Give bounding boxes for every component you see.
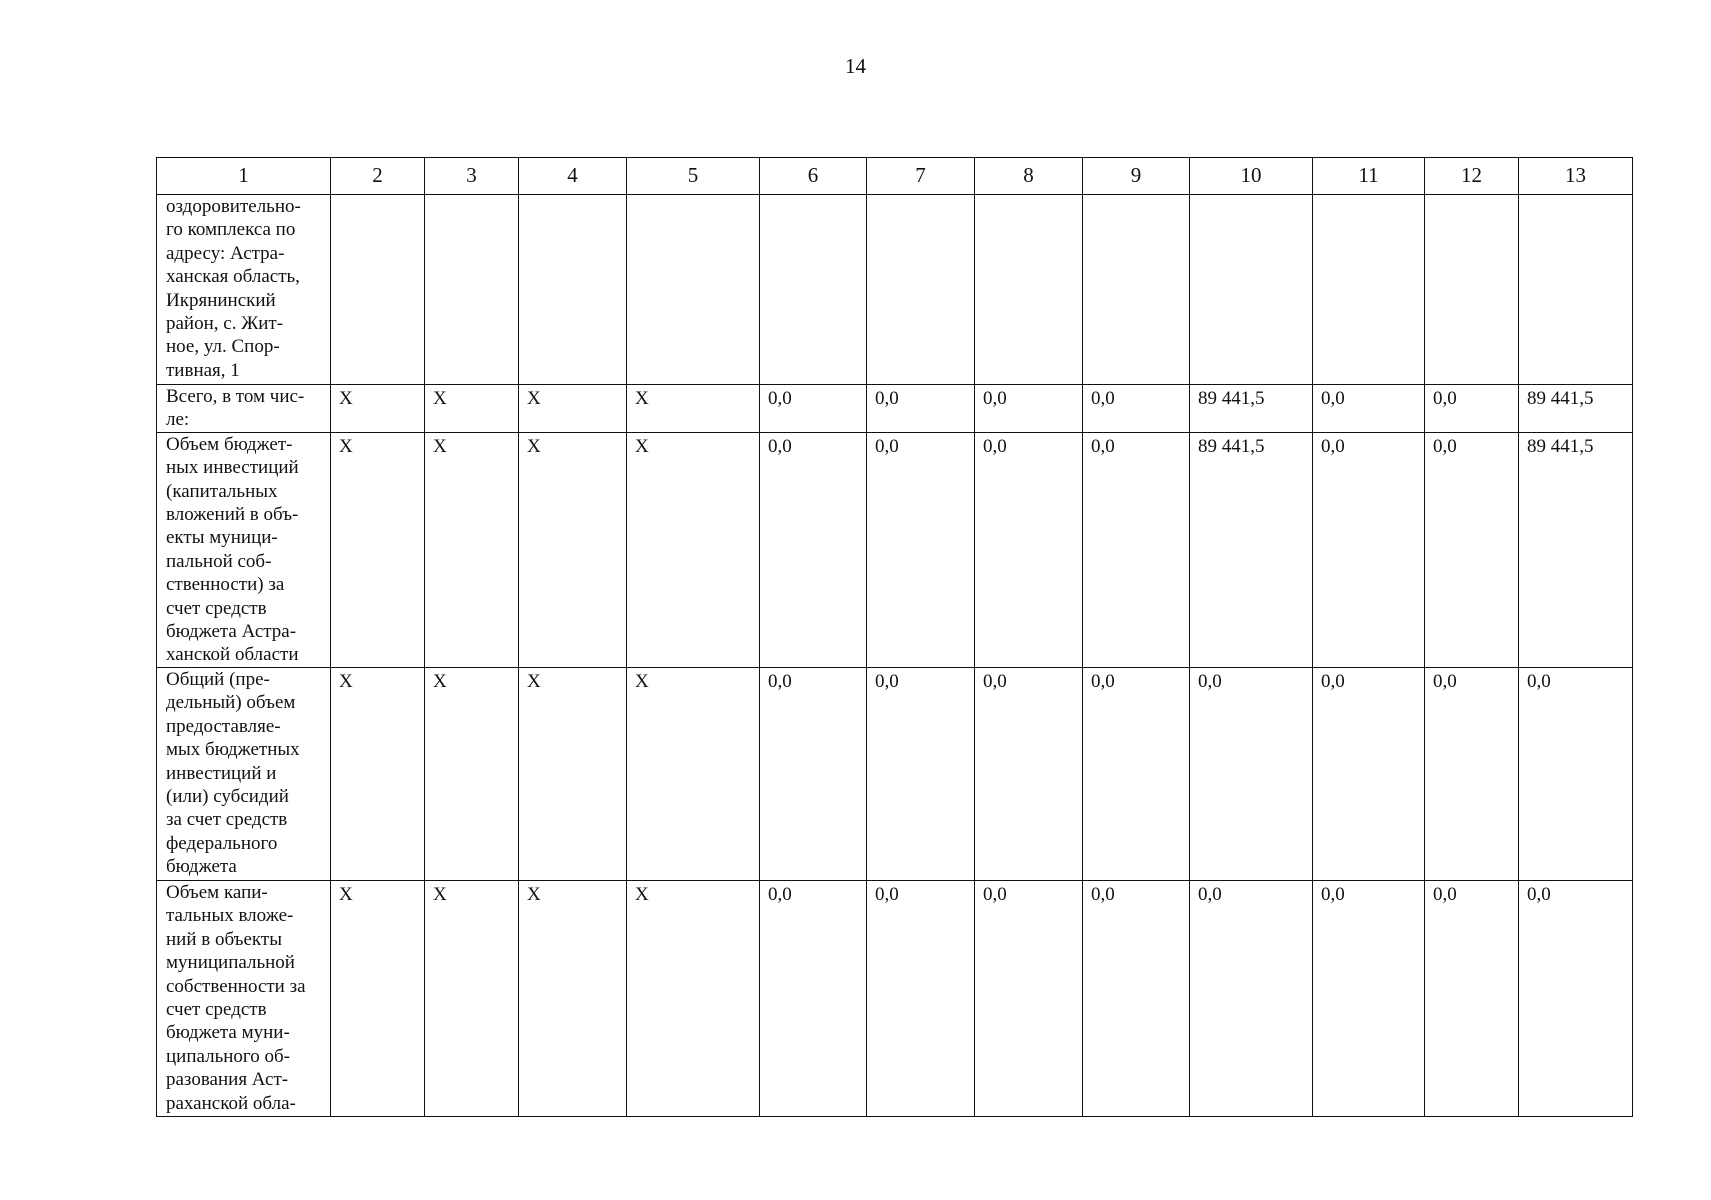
table-cell: 0,0 — [867, 880, 975, 1116]
label-line: тивная, 1 — [166, 359, 240, 381]
table-cell: 0,0 — [1083, 432, 1190, 667]
column-header-6: 6 — [760, 158, 867, 195]
table-row — [157, 385, 1633, 433]
label-line: оздоровительно- — [166, 196, 301, 217]
label-line: ле: — [166, 409, 190, 431]
label-line: ципального об- — [166, 1045, 290, 1067]
table-cell: X — [331, 880, 425, 1116]
table-cell: 0,0 — [1425, 385, 1519, 433]
table-cell: X — [425, 432, 519, 667]
column-header-5: 5 — [627, 158, 760, 195]
label-line: счет средств — [166, 998, 267, 1020]
table-row — [157, 432, 1633, 667]
label-line: бюджета Астра- — [166, 621, 297, 643]
table-cell: 0,0 — [1313, 385, 1425, 433]
label-line: Объем бюджет- — [166, 433, 293, 455]
table-cell: 0,0 — [975, 667, 1083, 880]
table-cell: 0,0 — [975, 880, 1083, 1116]
table-row — [157, 195, 1633, 385]
table-cell — [867, 195, 975, 385]
row-label — [157, 880, 331, 1116]
label-line: за счет средств — [166, 809, 288, 831]
label-line: федерального — [166, 832, 278, 854]
table-cell: X — [425, 880, 519, 1116]
row-label — [157, 432, 331, 667]
column-header-2: 2 — [331, 158, 425, 195]
label-line: счет средств — [166, 597, 267, 619]
table-cell: 0,0 — [1519, 667, 1633, 880]
table-cell — [975, 195, 1083, 385]
table-cell: X — [627, 432, 760, 667]
column-header-7: 7 — [867, 158, 975, 195]
table-cell: 0,0 — [1083, 880, 1190, 1116]
table-cell: X — [425, 667, 519, 880]
label-line: бюджета муни- — [166, 1022, 290, 1044]
table-cell — [627, 195, 760, 385]
table-cell: X — [331, 385, 425, 433]
table-cell: 0,0 — [867, 667, 975, 880]
table-cell: 0,0 — [1313, 667, 1425, 880]
table-cell: 0,0 — [760, 385, 867, 433]
table-cell: 0,0 — [867, 432, 975, 667]
label-line: дельный) объем — [166, 692, 296, 714]
table-cell: 89 441,5 — [1519, 385, 1633, 433]
table-cell: 0,0 — [1083, 385, 1190, 433]
table-cell: X — [627, 880, 760, 1116]
label-line: Всего, в том чис- — [166, 386, 305, 407]
table-cell — [1083, 195, 1190, 385]
label-line: ний в объекты — [166, 928, 282, 950]
table-cell: 0,0 — [1425, 667, 1519, 880]
label-line: Общий (пре- — [166, 668, 270, 690]
label-line: ное, ул. Спор- — [166, 336, 280, 358]
table-cell — [519, 195, 627, 385]
table-cell: 0,0 — [1083, 667, 1190, 880]
page-number: 14 — [845, 54, 866, 78]
label-line: раханской обла- — [166, 1092, 296, 1114]
table-cell — [760, 195, 867, 385]
table-cell: X — [331, 667, 425, 880]
column-header-12: 12 — [1425, 158, 1519, 195]
label-line: го комплекса по — [166, 219, 296, 241]
table-row — [157, 880, 1633, 1116]
column-header-10: 10 — [1190, 158, 1313, 195]
table-cell: 0,0 — [1519, 880, 1633, 1116]
table-cell — [1313, 195, 1425, 385]
table-cell: X — [519, 385, 627, 433]
table-row — [157, 667, 1633, 880]
table-cell: X — [425, 385, 519, 433]
table-cell: 0,0 — [1313, 432, 1425, 667]
label-line: вложений в объ- — [166, 504, 299, 526]
label-line: тальных вложе- — [166, 905, 294, 927]
table-cell: X — [519, 880, 627, 1116]
label-line: Икрянинский — [166, 289, 276, 311]
label-line: мых бюджетных — [166, 739, 300, 761]
column-header-1: 1 — [157, 158, 331, 195]
table-cell: 0,0 — [975, 385, 1083, 433]
label-line: ханская область, — [166, 266, 300, 288]
budget-table — [156, 157, 1633, 1117]
column-header-4: 4 — [519, 158, 627, 195]
label-line: инвестиций и — [166, 762, 277, 784]
row-label — [157, 385, 331, 433]
label-line: пальной соб- — [166, 550, 272, 572]
column-header-13: 13 — [1519, 158, 1633, 195]
table-cell: X — [627, 667, 760, 880]
label-line: екты муници- — [166, 527, 278, 549]
table-cell: X — [331, 432, 425, 667]
header-row — [157, 158, 1633, 195]
table-cell: 0,0 — [1425, 432, 1519, 667]
label-line: бюджета — [166, 856, 237, 878]
label-line: разования Аст- — [166, 1069, 289, 1091]
row-label — [157, 667, 331, 880]
table-cell — [425, 195, 519, 385]
table-cell: 0,0 — [867, 385, 975, 433]
column-header-11: 11 — [1313, 158, 1425, 195]
table-cell: X — [519, 432, 627, 667]
table-cell — [1190, 195, 1313, 385]
label-line: ханской области — [166, 644, 299, 666]
label-line: ственности) за — [166, 574, 285, 596]
table-cell: 0,0 — [1425, 880, 1519, 1116]
label-line: предоставляе- — [166, 715, 281, 737]
table-cell: X — [627, 385, 760, 433]
table-cell: X — [519, 667, 627, 880]
table-cell: 89 441,5 — [1190, 385, 1313, 433]
table-cell: 0,0 — [1190, 880, 1313, 1116]
label-line: собственности за — [166, 975, 306, 997]
column-header-8: 8 — [975, 158, 1083, 195]
table-cell: 0,0 — [760, 667, 867, 880]
table-cell — [1425, 195, 1519, 385]
table-cell — [1519, 195, 1633, 385]
label-line: Объем капи- — [166, 881, 268, 903]
table-cell: 0,0 — [760, 880, 867, 1116]
table-cell: 0,0 — [1190, 667, 1313, 880]
label-line: район, с. Жит- — [166, 313, 284, 335]
label-line: адресу: Астра- — [166, 242, 285, 264]
table-cell — [331, 195, 425, 385]
label-line: ных инвестиций — [166, 457, 299, 479]
column-header-9: 9 — [1083, 158, 1190, 195]
label-line: муниципальной — [166, 952, 295, 974]
table-cell: 89 441,5 — [1190, 432, 1313, 667]
table-cell: 0,0 — [760, 432, 867, 667]
table-cell: 0,0 — [1313, 880, 1425, 1116]
label-line: (или) субсидий — [166, 785, 289, 807]
label-line: (капитальных — [166, 480, 278, 502]
row-label — [157, 195, 331, 385]
table-cell: 89 441,5 — [1519, 432, 1633, 667]
table-cell: 0,0 — [975, 432, 1083, 667]
column-header-3: 3 — [425, 158, 519, 195]
